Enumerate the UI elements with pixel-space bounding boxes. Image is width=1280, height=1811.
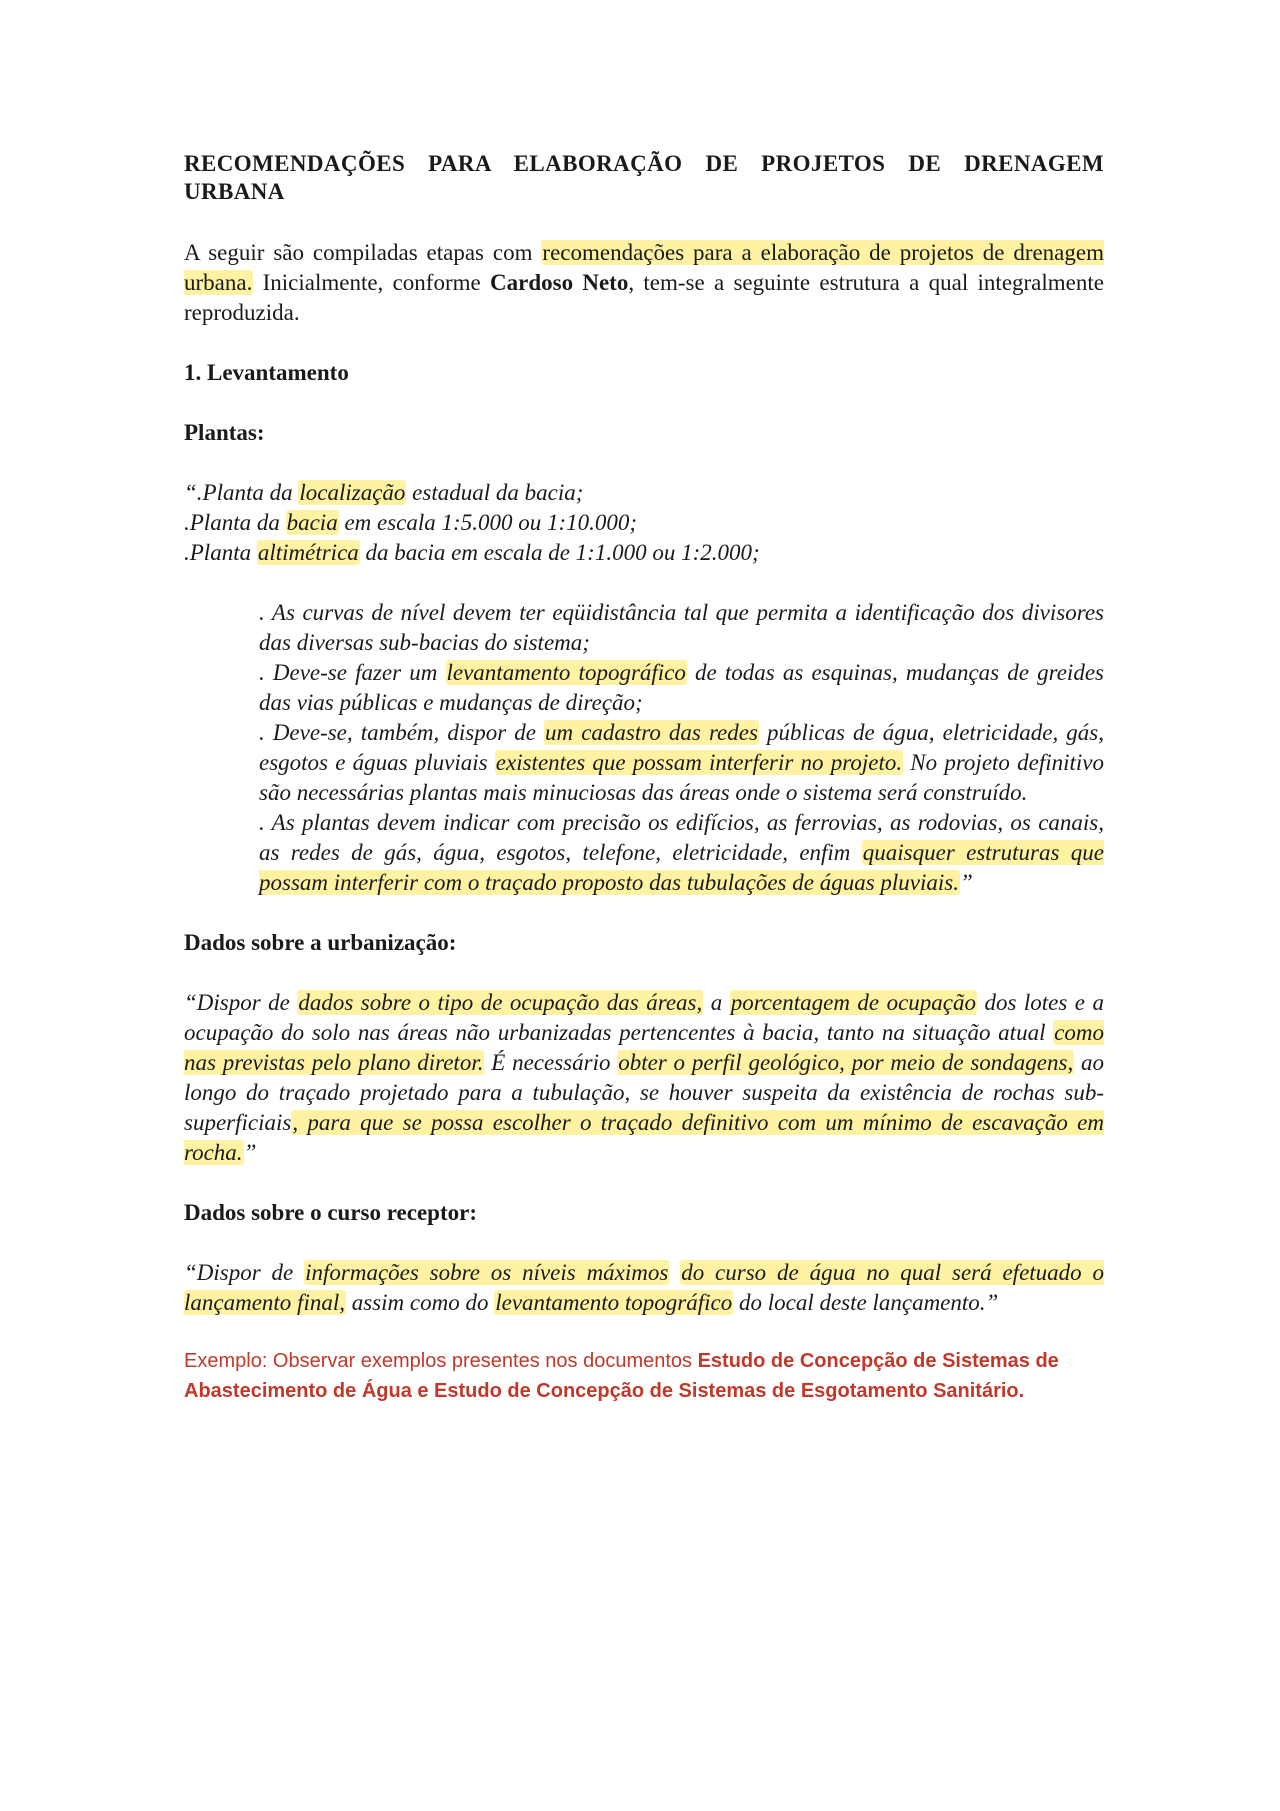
highlight: bacia [286,510,338,535]
plantas-line [184,478,1104,508]
text-span: do local deste lançamento.” [733,1290,999,1315]
text-span: assim como do [345,1290,495,1315]
bullet-item [259,718,1104,808]
text-span: No projeto definitivo são necessárias plantas mais minuciosas das áreas onde o sistema será construído. [259,750,1104,805]
intro-text: Inicialmente, conforme [253,270,491,295]
urbanizacao-paragraph [184,988,1104,1168]
example-document-names: Estudo de Concepção de Sistemas de Abastecimento de Água e Estudo de Concepção de Sistemas de Esgotamento Sanitário. [184,1350,1059,1402]
highlight: como nas previstas pelo plano diretor. [184,1020,1104,1075]
highlight: , para que se possa escolher o traçado definitivo com um mínimo de escavação em rocha. [184,1110,1104,1165]
section-heading: 1. Levantamento [184,360,349,385]
text-span: públicas de água, eletricidade, gás, esgotos e águas pluviais [259,720,1105,775]
text-span: ” [959,870,973,895]
highlight: existentes que possam interferir no projeto. [495,750,903,775]
urbanizacao-heading: Dados sobre a urbanização: [184,930,457,955]
text-span: .Planta da [184,510,286,535]
highlight: levantamento topográfico [446,660,686,685]
highlight: levantamento topográfico [495,1290,733,1315]
text-span: “.Planta da [184,480,299,505]
text-span: estadual da bacia; [406,480,584,505]
highlight: um cadastro das redes [545,720,758,745]
text-span: “Dispor de [184,1260,305,1285]
receptor-paragraph [184,1258,1104,1318]
indented-bullets [259,598,1104,898]
text-span: É necessário [484,1050,618,1075]
highlight: dados sobre o tipo de ocupação das áreas, [298,990,703,1015]
highlight: informações sobre os níveis máximos [305,1260,669,1285]
text-span: a [703,990,730,1015]
highlight: localização [299,480,406,505]
intro-paragraph [184,238,1104,328]
bullet-item [259,658,1104,718]
document-page [184,150,1104,1406]
text-span: . As plantas devem indicar com precisão os edifícios, as ferrovias, as rodovias, os canais, as redes de gás, água, esgotos, telefone, eletricidade, enfim [259,810,1104,865]
text-span: “Dispor de [184,990,298,1015]
highlight: do curso de água no qual será efetuado o lançamento final, [184,1260,1105,1315]
text-span: . Deve-se fazer um [259,660,446,685]
text-span: dos lotes e a ocupação do solo nas áreas não urbanizadas pertencentes à bacia, tanto na situação atual [184,990,1104,1045]
author-name: Cardoso Neto [490,270,629,295]
highlight: quaisquer estruturas que possam interferir com o traçado proposto das tubulações de águas pluviais. [259,840,1104,895]
plantas-heading: Plantas: [184,420,265,445]
receptor-heading: Dados sobre o curso receptor: [184,1200,477,1225]
bullet-item: . As curvas de nível devem ter eqüidistância tal que permita a identificação dos divisores das diversas sub-bacias do sistema; [259,600,1104,655]
highlight: obter o perfil geológico, por meio de sondagens, [618,1050,1074,1075]
highlight: altimétrica [257,540,359,565]
text-span: em escala 1:5.000 ou 1:10.000; [338,510,638,535]
example-text: Exemplo: Observar exemplos presentes nos documentos [184,1350,698,1372]
plantas-list [184,478,1104,568]
bullet-item [259,808,1104,898]
text-span: da bacia em escala de 1:1.000 ou 1:2.000; [359,540,760,565]
text-span: . Deve-se, também, dispor de [259,720,545,745]
highlight: porcentagem de ocupação [730,990,976,1015]
document-title: RECOMENDAÇÕES PARA ELABORAÇÃO DE PROJETOS DE DRENAGEM URBANA [184,151,1104,204]
text-span: .Planta [184,540,257,565]
text-span [669,1260,680,1285]
text-span: ” [243,1140,257,1165]
highlight: recomendações para a elaboração de projetos de drenagem urbana. [184,240,1104,295]
text-span: de todas as esquinas, mudanças de greides das vias públicas e mudanças de direção; [259,660,1104,715]
example-note [184,1346,1104,1406]
text-span: ao longo do traçado projetado para a tubulação, se houver suspeita da existência de rochas sub-superficiais [184,1050,1105,1135]
intro-text: A seguir são compiladas etapas com [184,240,542,265]
plantas-line [184,538,1104,568]
plantas-line [184,508,1104,538]
intro-text: , tem-se a seguinte estrutura a qual integralmente reproduzida. [184,270,1104,325]
